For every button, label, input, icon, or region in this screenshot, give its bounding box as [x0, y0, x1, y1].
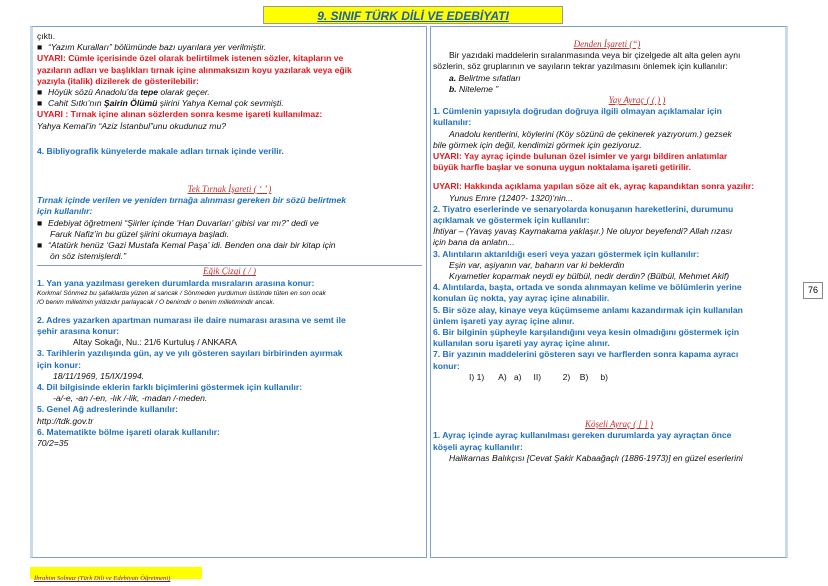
example-line: Halikarnas Balıkçısı [Cevat Şakir Kabaağaçlı (1886-1973)] en güzel eserlerini: [449, 452, 743, 463]
bullet-icon: ■: [37, 217, 43, 228]
example-line: I) 1) A) a) II) 2) B) b): [469, 371, 608, 382]
bullet-icon: ■: [37, 42, 43, 53]
section-title-koseli-ayrac: Köşeli Ayraç ( [ ] ): [584, 419, 654, 430]
example-line: Kıyametler koparmak neydi ey bülbül, nedir derdin? (Bülbül, Mehmet Akif): [449, 271, 730, 282]
rule-line: kullanılır:: [433, 117, 472, 128]
footer-author: İbrahim Solmaz (Türk Dili ve Edebiyatı Öğretmeni): [34, 575, 171, 582]
rule-line: 1. Ayraç içinde ayraç kullanılması gereken durumlarda yay ayraçtan önce: [433, 430, 732, 441]
rule-line: 3. Tarihlerin yazılışında gün, ay ve yılı gösteren sayıları birbirinden ayırmak: [37, 348, 343, 359]
bullet-item: ■ Höyük sözü Anadolu’da tepe olarak geçer.: [37, 87, 210, 98]
bullet-item: ■ “Atatürk henüz ‘Gazi Mustafa Kemal Paşa’ idi. Benden ona dair bir kitap için: [37, 240, 336, 251]
warning-line: UYARI: Yay ayraç içinde bulunan özel isimler ve yargı bildiren anlatımlar: [433, 151, 728, 162]
page-header: [263, 6, 563, 24]
example-line: bile görmek için değil, kendimizi görmek için geziyoruz.: [433, 139, 642, 150]
bullet-icon: ■: [37, 98, 43, 109]
section-title-tek-tirnak: Tek Tırnak İşareti ( ‘ ’ ): [187, 184, 272, 195]
rule-line: 7. Bir yazının maddelerini gösteren sayı ve harflerden sonra kapama ayracı: [433, 349, 739, 360]
warning-line: UYARI: Cümle içerisinde özel olarak belirtilmek istenen sözler, kitapların ve: [37, 53, 344, 64]
rule-line: 5. Genel Ağ adreslerinde kullanılır:: [37, 404, 179, 415]
bullet-item: ■ Cahit Sıtkı’nın Şairin Ölümü şiirini Yahya Kemal çok sevmişti.: [37, 98, 284, 109]
rule-line: 2. Tiyatro eserlerinde ve senaryolarda konuşanın hareketlerini, durumunu: [433, 203, 734, 214]
bullet-icon: ■: [37, 87, 43, 98]
list-item: a. Belirtme sıfatları: [449, 72, 521, 83]
text-line: Bir yazıdaki maddelerin sıralanmasında veya bir çizelgede alt alta gelen aynı: [449, 50, 741, 61]
bullet-item: ■ Edebiyat öğretmeni “Şiirler içinde ‘Han Duvarları’ gibisi var mı?” dedi ve: [37, 217, 319, 228]
example-line: Eşin var, aşiyanın var, baharın var ki beklerdin: [449, 259, 625, 270]
rule-line: ünlem işareti yay ayraç içine alınır.: [433, 315, 575, 326]
section-title-denden: Denden İşareti (“): [573, 39, 641, 49]
example-line: Faruk Nafiz’in bu güzel şiirini okumaya başladı.: [50, 228, 230, 239]
rule-line: 4. Bibliyografik künyelerde makale adları tırnak içinde verilir.: [37, 145, 284, 156]
page-number: 76: [803, 282, 823, 299]
left-column: [30, 26, 427, 558]
rule-line: 6. Matematikte bölme işareti olarak kullanılır:: [37, 426, 220, 437]
text-line: çıktı.: [37, 31, 56, 41]
rule-line: şehir arasına konur:: [37, 326, 120, 337]
rule-line: için konur:: [37, 359, 81, 370]
rule-line: 5. Bir söze alay, kinaye veya küçümseme anlamı kazandırmak için kullanılan: [433, 304, 743, 315]
rule-line: Tırnak içinde verilen ve yeniden tırnağa alınması gereken bir sözü belirtmek: [37, 195, 347, 206]
warning-line: UYARI : Tırnak içine alınan sözlerden sonra kesme işareti kullanılmaz:: [37, 109, 323, 120]
example-line: Yahya Kemal’in “Aziz İstanbul”unu okudunuz mu?: [37, 120, 227, 131]
example-line: 70/2=35: [37, 438, 69, 449]
rule-line: kullanılan soru işareti yay ayraç içine alınır.: [433, 338, 610, 349]
rule-line: köşeli ayraç kullanılır:: [433, 441, 523, 452]
text-line: sözlerin, söz gruplarının ve sayıların tekrar yazılmasını önlemek için kullanılır:: [433, 61, 728, 72]
example-line: http://tdk.gov.tr: [37, 415, 94, 426]
rule-line: için kullanılır:: [37, 206, 93, 217]
example-line: /O benim milletimin yıldızıdır parlayacak / O benimdir o benim milletimindir ancak.: [37, 298, 275, 306]
right-column: [430, 26, 788, 558]
rule-line: 4. Alıntılarda, başta, ortada ve sonda alınmayan kelime ve bölümlerin yerine: [433, 282, 742, 293]
rule-line: konur:: [433, 360, 460, 371]
example-line: Korkma! Sönmez bu şafaklarda yüzen al sancak / Sönmeden yurdumun üstünde tüten en son ocak: [37, 289, 326, 297]
example-line: için bana da anlatın...: [433, 237, 515, 248]
bullet-icon: ■: [37, 240, 43, 251]
warning-line: büyük harfle başlar ve sonuna uygun noktalama işareti getirilir.: [433, 162, 691, 173]
bullet-item: ■ “Yazım Kuralları” bölümünde bazı uyarılara yer verilmiştir.: [37, 42, 267, 53]
example-line: ön söz istemişlerdi.”: [50, 251, 126, 262]
example-line: Altay Sokağı, Nu.: 21/6 Kurtuluş / ANKARA: [73, 337, 237, 348]
warning-line: yazıyla (italik) dizilerek de gösterilebilir:: [37, 75, 199, 86]
warning-line: yazıların adları ve başlıkları tırnak içine alınmaksızın koyu yazılarak veya eğik: [37, 64, 352, 75]
footer: [30, 567, 202, 582]
example-line: Anadolu kentlerini, köylerini (Köy sözünü de çekinerek yazıyorum.) gezsek: [449, 128, 732, 139]
rule-line: 1. Yan yana yazılması gereken durumlarda mısraların arasına konur:: [37, 277, 315, 288]
page-title: 9. SINIF TÜRK DİLİ VE EDEBİYATI: [317, 9, 509, 23]
rule-line: açıklamak ve göstermek için kullanılır:: [433, 215, 590, 226]
rule-line: 1. Cümlenin yapısıyla doğrudan doğruya ilgili olmayan açıklamalar için: [433, 106, 722, 117]
rule-line: 2. Adres yazarken apartman numarası ile daire numarası arasına ve semt ile: [37, 314, 346, 325]
list-item: b. Niteleme ”: [449, 83, 499, 94]
rule-line: konulan üç nokta, yay ayraç içine alınabilir.: [433, 293, 610, 304]
warning-line: UYARI: Hakkında açıklama yapılan söze ait ek, ayraç kapandıktan sonra yazılır:: [433, 181, 755, 192]
rule-line: 6. Bir bilginin şüpheyle karşılandığını veya kesin olmadığını göstermek için: [433, 327, 740, 338]
section-title-egik-cizgi: Eğik Çizgi ( / ): [37, 265, 422, 277]
example-line: 18/11/1969, 15/IX/1994.: [53, 370, 145, 381]
rule-line: 3. Alıntıların aktarıldığı eseri veya yazarı göstermek için kullanılır:: [433, 248, 700, 259]
example-line: Yunus Emre (1240?- 1320)’nin...: [449, 192, 573, 203]
example-line: İhtiyar – (Yavaş yavaş Kaymakama yaklaşır.) Ne oluyor beyefendi? Allah rızası: [433, 226, 733, 237]
example-line: -a/-e, -an /-en, -lık /-lik, -madan /-meden.: [53, 393, 208, 404]
rule-line: 4. Dil bilgisinde eklerin farklı biçimlerini göstermek için kullanılır:: [37, 382, 303, 393]
section-title-yay-ayrac: Yay Ayraç ( ( ) ): [608, 95, 666, 106]
